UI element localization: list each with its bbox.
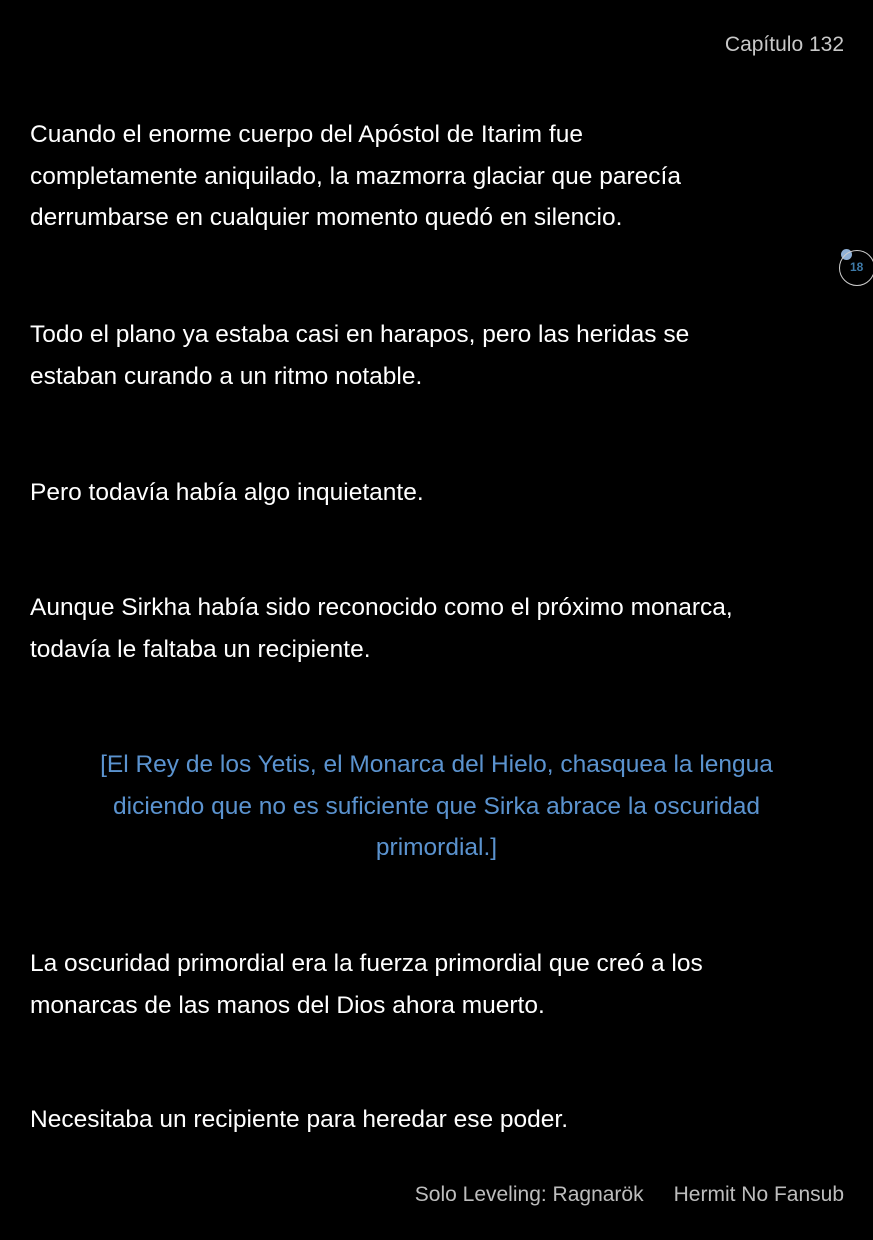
text-line: La oscuridad primordial era la fuerza primordial que creó a los bbox=[30, 950, 703, 977]
text-line: completamente aniquilado, la mazmorra glaciar que parecía bbox=[30, 162, 681, 190]
text-line: [El Rey de los Yetis, el Monarca del Hielo, chasquea la lengua bbox=[100, 751, 773, 778]
paragraph bbox=[30, 587, 850, 670]
translator-group: Hermit No Fansub bbox=[673, 1183, 844, 1206]
text-line: derrumbarse en cualquier momento quedó en silencio. bbox=[30, 204, 623, 231]
footer bbox=[415, 1183, 844, 1207]
paragraph bbox=[30, 314, 850, 397]
text-line: Aunque Sirkha había sido reconocido como el próximo monarca, bbox=[30, 594, 733, 621]
comment-count-badge[interactable] bbox=[839, 250, 873, 286]
paragraph bbox=[30, 472, 850, 514]
chapter-title: Capítulo 132 bbox=[724, 33, 844, 56]
paragraph bbox=[30, 943, 850, 1026]
badge-count: 18 bbox=[850, 260, 864, 274]
text-line: diciendo que no es suficiente que Sirka abrace la oscuridad bbox=[113, 792, 760, 820]
text-line: Necesitaba un recipiente para heredar ese poder. bbox=[30, 1106, 568, 1133]
text-line: estaban curando a un ritmo notable. bbox=[30, 362, 423, 390]
text-line: Pero todavía había algo inquietante. bbox=[30, 479, 424, 506]
system-message bbox=[0, 744, 873, 869]
text-line: primordial.] bbox=[375, 834, 498, 861]
text-line: Todo el plano ya estaba casi en harapos, pero las heridas se bbox=[30, 321, 690, 348]
text-line: todavía le faltaba un recipiente. bbox=[30, 635, 371, 663]
paragraph bbox=[30, 114, 850, 239]
text-line: Cuando el enorme cuerpo del Apóstol de Itarim fue bbox=[30, 121, 583, 148]
text-line: monarcas de las manos del Dios ahora muerto. bbox=[30, 991, 545, 1019]
novel-title: Solo Leveling: Ragnarök bbox=[414, 1183, 644, 1206]
paragraph bbox=[30, 1099, 850, 1141]
